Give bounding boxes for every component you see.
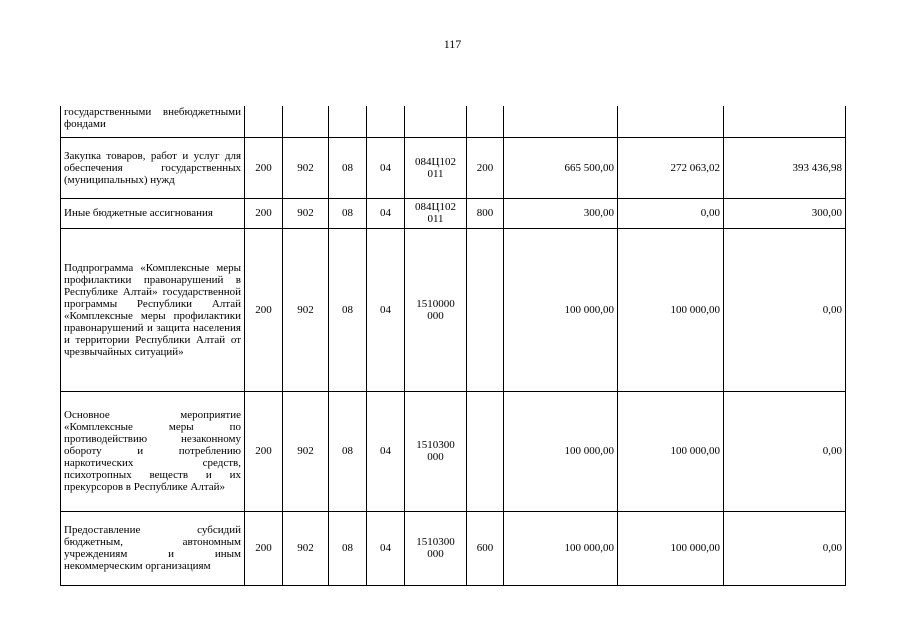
- cell-target-article: 084Ц102 011: [405, 137, 467, 198]
- cell-plan: [504, 106, 618, 137]
- table-row: [61, 391, 846, 511]
- cell-section: 08: [329, 137, 367, 198]
- row-name: Основное мероприятие «Комплексные меры по противодействию незаконному обороту и потреблению наркотических средств, психотропных веществ и их прекурсоров в Республике Алтай»: [61, 391, 245, 511]
- cell-subsection: 04: [367, 511, 405, 585]
- cell-rz: 200: [245, 391, 283, 511]
- cell-subsection: [367, 106, 405, 137]
- cell-section: 08: [329, 391, 367, 511]
- cell-expense-type: 800: [467, 198, 504, 228]
- cell-subsection: 04: [367, 137, 405, 198]
- cell-ved: 902: [283, 137, 329, 198]
- cell-rz: 200: [245, 228, 283, 391]
- cell-expense-type: [467, 106, 504, 137]
- row-name: Иные бюджетные ассигнования: [61, 198, 245, 228]
- cell-section: 08: [329, 228, 367, 391]
- cell-plan: 665 500,00: [504, 137, 618, 198]
- cell-remainder: 300,00: [724, 198, 846, 228]
- cell-executed: 272 063,02: [618, 137, 724, 198]
- cell-rz: 200: [245, 137, 283, 198]
- cell-ved: 902: [283, 228, 329, 391]
- row-name: Предоставление субсидий бюджетным, автономным учреждениям и иным некоммерческим организациям: [61, 511, 245, 585]
- cell-ved: 902: [283, 511, 329, 585]
- cell-ved: 902: [283, 198, 329, 228]
- cell-expense-type: [467, 391, 504, 511]
- cell-executed: 100 000,00: [618, 391, 724, 511]
- table-row: [61, 106, 846, 137]
- cell-rz: 200: [245, 198, 283, 228]
- cell-plan: 100 000,00: [504, 228, 618, 391]
- cell-executed: [618, 106, 724, 137]
- cell-section: [329, 106, 367, 137]
- cell-rz: [245, 106, 283, 137]
- table-row: [61, 198, 846, 228]
- cell-ved: 902: [283, 391, 329, 511]
- page-number: 117: [443, 37, 462, 51]
- cell-expense-type: 200: [467, 137, 504, 198]
- cell-plan: 300,00: [504, 198, 618, 228]
- cell-subsection: 04: [367, 391, 405, 511]
- budget-table: [60, 106, 846, 586]
- cell-plan: 100 000,00: [504, 511, 618, 585]
- cell-target-article: 1510300 000: [405, 391, 467, 511]
- cell-remainder: [724, 106, 846, 137]
- cell-target-article: 084Ц102 011: [405, 198, 467, 228]
- cell-expense-type: [467, 228, 504, 391]
- table-row: [61, 137, 846, 198]
- cell-subsection: 04: [367, 228, 405, 391]
- row-name: государственными внебюджетными фондами: [61, 106, 245, 137]
- row-name: Закупка товаров, работ и услуг для обеспечения государственных (муниципальных) нужд: [61, 137, 245, 198]
- cell-remainder: 0,00: [724, 391, 846, 511]
- cell-expense-type: 600: [467, 511, 504, 585]
- table-row: [61, 228, 846, 391]
- cell-remainder: 393 436,98: [724, 137, 846, 198]
- cell-target-article: [405, 106, 467, 137]
- cell-target-article: 1510000 000: [405, 228, 467, 391]
- cell-rz: 200: [245, 511, 283, 585]
- table-row: [61, 511, 846, 585]
- cell-section: 08: [329, 511, 367, 585]
- cell-plan: 100 000,00: [504, 391, 618, 511]
- cell-remainder: 0,00: [724, 511, 846, 585]
- cell-target-article: 1510300 000: [405, 511, 467, 585]
- cell-executed: 0,00: [618, 198, 724, 228]
- cell-remainder: 0,00: [724, 228, 846, 391]
- row-name: Подпрограмма «Комплексные меры профилактики правонарушений в Республике Алтай» государственной программы Республики Алтай «Комплексные меры профилактики правонарушений и защита населения и территории Республики Алтай от чрезвычайных ситуаций»: [61, 228, 245, 391]
- cell-section: 08: [329, 198, 367, 228]
- cell-ved: [283, 106, 329, 137]
- cell-executed: 100 000,00: [618, 228, 724, 391]
- cell-executed: 100 000,00: [618, 511, 724, 585]
- cell-subsection: 04: [367, 198, 405, 228]
